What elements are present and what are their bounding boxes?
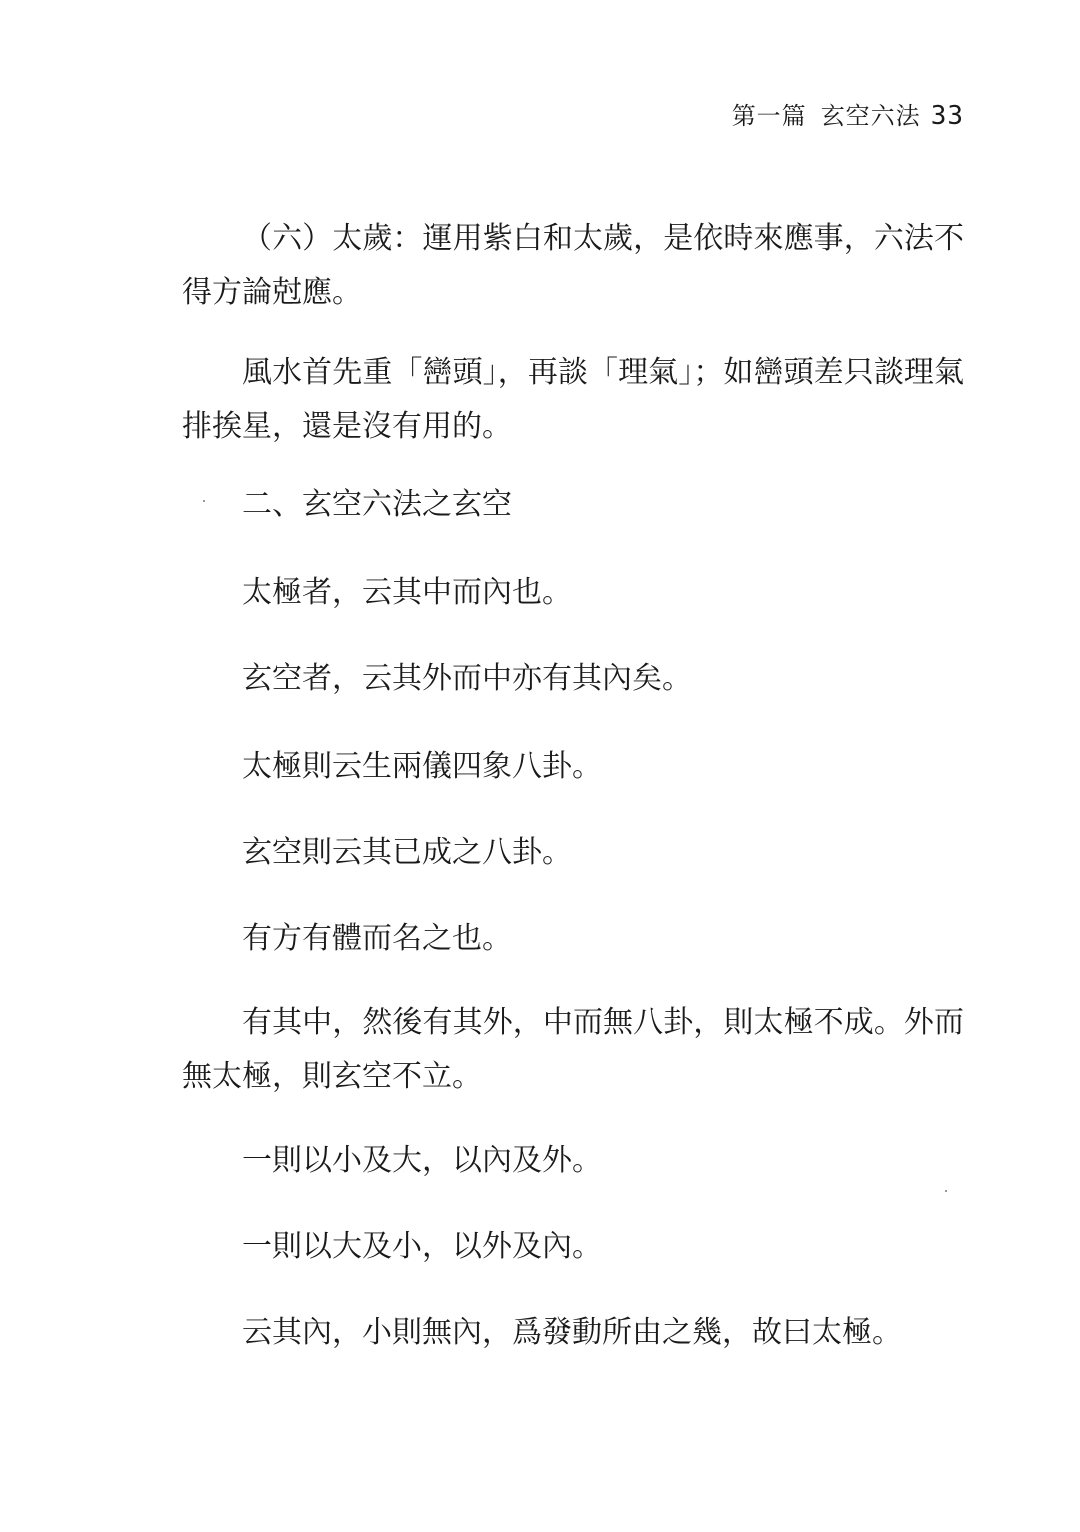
paragraph: 玄空則云其已成之八卦。 <box>242 835 572 870</box>
page-number: 33 <box>930 101 964 131</box>
paragraph: 云其內，小則無內，爲發動所由之幾，故曰太極。 <box>242 1315 902 1350</box>
chapter-title: 玄空六法 <box>820 102 921 130</box>
paragraph: （六）太歲：運用紫白和太歲，是依時來應事，六法不得方論尅應。 <box>182 221 964 310</box>
paragraph: 一則以大及小，以外及內。 <box>242 1229 602 1264</box>
paragraph: 太極則云生兩儀四象八卦。 <box>242 749 602 784</box>
paragraph: 有方有體而名之也。 <box>242 921 512 956</box>
paragraph: 風水首先重「巒頭」，再談「理氣」；如巒頭差只談理氣排挨星，還是沒有用的。 <box>182 355 964 444</box>
part-label: 第一篇 <box>731 102 807 130</box>
running-header <box>732 96 964 131</box>
section-heading: 二、玄空六法之玄空 <box>242 487 512 522</box>
scan-speck <box>945 1190 947 1192</box>
paragraph: 玄空者，云其外而中亦有其內矣。 <box>242 661 692 696</box>
scan-speck <box>203 500 205 502</box>
paragraph: 一則以小及大，以內及外。 <box>242 1143 602 1178</box>
paragraph: 太極者，云其中而內也。 <box>242 575 572 610</box>
paragraph: 有其中，然後有其外，中而無八卦，則太極不成。外而無太極，則玄空不立。 <box>182 1005 964 1094</box>
